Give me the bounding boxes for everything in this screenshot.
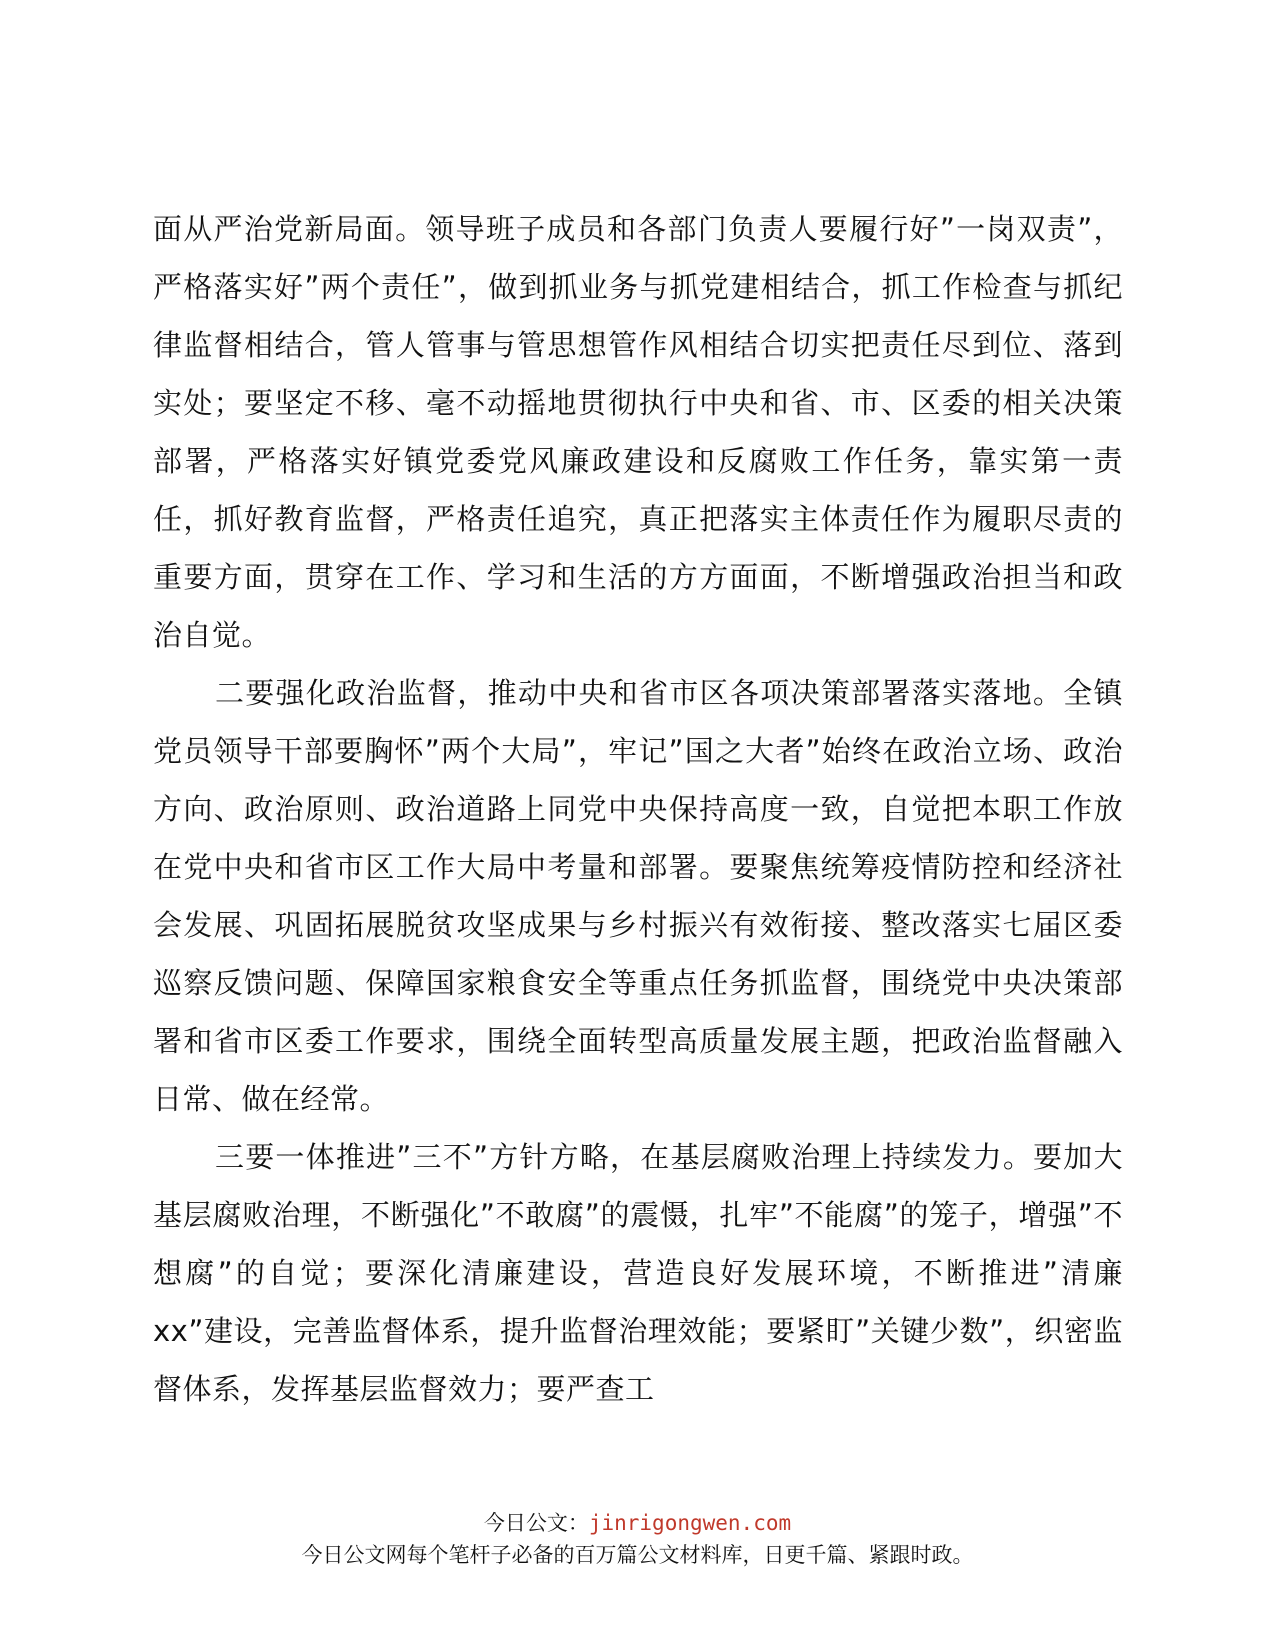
footer-site-label: 今日公文： [483, 1511, 589, 1535]
footer-slogan: 今日公文网每个笔杆子必备的百万篇公文材料库，日更千篇、紧跟时政。 [301, 1543, 974, 1567]
document-body [153, 200, 1123, 1418]
footer-site-line [0, 1508, 1275, 1538]
page-footer [0, 1508, 1275, 1572]
footer-site-url[interactable]: jinrigongwen.com [588, 1511, 792, 1535]
paragraph-2: 二要强化政治监督，推动中央和省市区各项决策部署落实落地。全镇党员领导干部要胸怀”两个大局”，牢记”国之大者”始终在政治立场、政治方向、政治原则、政治道路上同党中央保持高度一致，自觉把本职工作放在党中央和省市区工作大局中考量和部署。要聚焦统筹疫情防控和经济社会发展、巩固拓展脱贫攻坚成果与乡村振兴有效衔接、整改落实七届区委巡察反馈问题、保障国家粮食安全等重点任务抓监督，围绕党中央决策部署和省市区委工作要求，围绕全面转型高质量发展主题，把政治监督融入日常、做在经常。 [153, 676, 1123, 1116]
paragraph-1: 面从严治党新局面。领导班子成员和各部门负责人要履行好”一岗双责”，严格落实好”两个责任”，做到抓业务与抓党建相结合，抓工作检查与抓纪律监督相结合，管人管事与管思想管作风相结合切实把责任尽到位、落到实处；要坚定不移、毫不动摇地贯彻执行中央和省、市、区委的相关决策部署，严格落实好镇党委党风廉政建设和反腐败工作任务，靠实第一责任，抓好教育监督，严格责任追究，真正把落实主体责任作为履职尽责的重要方面，贯穿在工作、学习和生活的方方面面，不断增强政治担当和政治自觉。 [153, 212, 1123, 652]
paragraph-3: 三要一体推进”三不”方针方略，在基层腐败治理上持续发力。要加大基层腐败治理，不断强化”不敢腐”的震慑，扎牢”不能腐”的笼子，增强”不想腐”的自觉；要深化清廉建设，营造良好发展环境，不断推进”清廉 xx”建设，完善监督体系，提升监督治理效能；要紧盯”关键少数”，织密监督体系，发挥基层监督效力；要严查工 [153, 1140, 1123, 1406]
